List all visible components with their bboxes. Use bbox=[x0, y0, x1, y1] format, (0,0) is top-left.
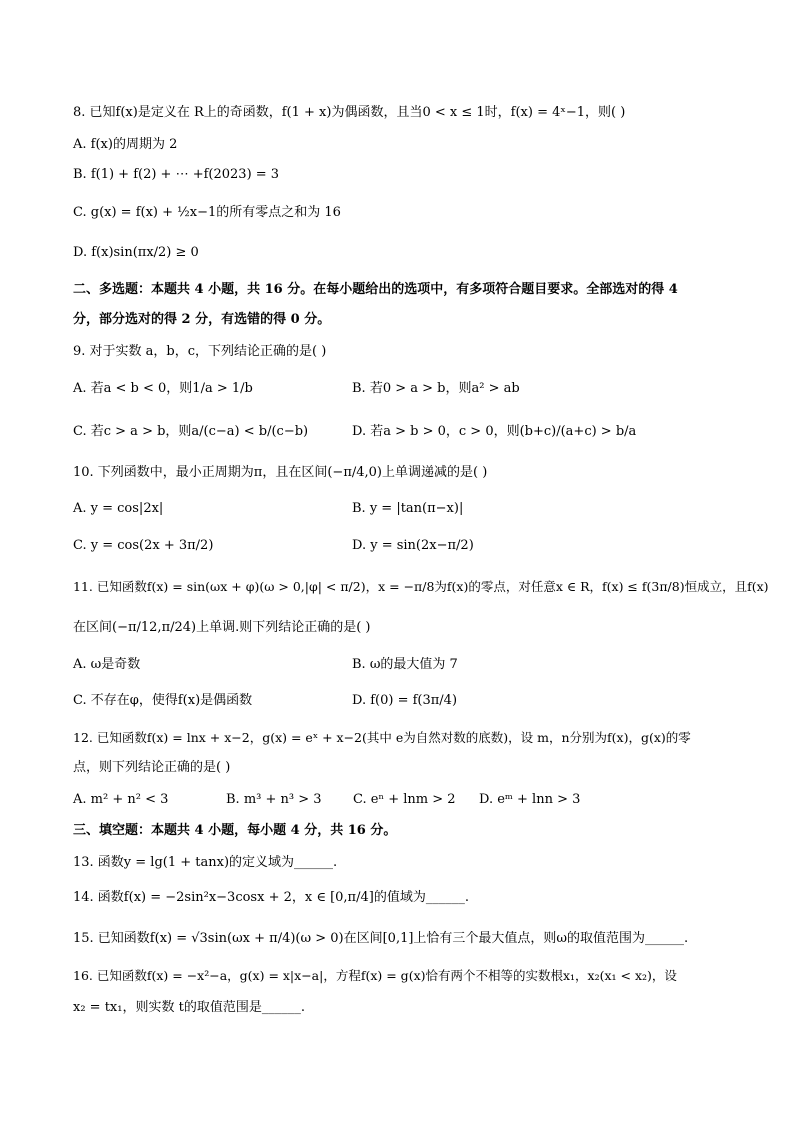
q10-option-d: D. y = sin(2x−π/2) bbox=[352, 538, 474, 553]
q12-option-d: D. eᵐ + lnn > 3 bbox=[479, 792, 581, 807]
q12-option-a: A. m² + n² < 3 bbox=[73, 792, 169, 807]
q12-stem-line2: 点，则下列结论正确的是( ) bbox=[73, 760, 231, 775]
q10-option-b: B. y = |tan(π−x)| bbox=[352, 501, 464, 516]
q8-option-c: C. g(x) = f(x) + ½x−1的所有零点之和为 16 bbox=[73, 205, 341, 220]
q9-option-a: A. 若a < b < 0，则1/a > 1/b bbox=[73, 381, 253, 396]
section3-heading: 三、填空题：本题共 4 小题，每小题 4 分，共 16 分。 bbox=[73, 823, 397, 838]
q9-option-d: D. 若a > b > 0，c > 0，则(b+c)/(a+c) > b/a bbox=[352, 424, 637, 439]
section2-heading-line1: 二、多选题：本题共 4 小题，共 16 分。在每小题给出的选项中，有多项符合题目要求。全部选对的得 4 bbox=[73, 282, 678, 297]
q11-option-d: D. f(0) = f(3π/4) bbox=[352, 693, 458, 708]
q16-stem-line1: 16. 已知函数f(x) = −x²−a，g(x) = x|x−a|，方程f(x) = g(x)恰有两个不相等的实数根x₁，x₂(x₁ < x₂)，设 bbox=[73, 968, 677, 983]
q16-stem-line2: x₂ = tx₁，则实数 t的取值范围是______. bbox=[73, 1000, 305, 1015]
section2-heading-line2: 分，部分选对的得 2 分，有选错的得 0 分。 bbox=[73, 312, 331, 327]
q12-option-c: C. eⁿ + lnm > 2 bbox=[353, 792, 456, 807]
q8-option-b: B. f(1) + f(2) + ⋯ +f(2023) = 3 bbox=[73, 167, 280, 182]
q11-option-b: B. ω的最大值为 7 bbox=[352, 657, 458, 672]
q12-stem-line1: 12. 已知函数f(x) = lnx + x−2，g(x) = eˣ + x−2(其中 e为自然对数的底数)，设 m，n分别为f(x)，g(x)的零 bbox=[73, 730, 691, 745]
q9-stem: 9. 对于实数 a，b，c，下列结论正确的是( ) bbox=[73, 344, 327, 359]
q11-stem-line1: 11. 已知函数f(x) = sin(ωx + φ)(ω > 0,|φ| < π/2)，x = −π/8为f(x)的零点，对任意x ∈ R，f(x) ≤ f(3π/8)恒成立，且f(x) bbox=[73, 579, 769, 594]
q8-stem: 8. 已知f(x)是定义在 R上的奇函数，f(1 + x)为偶函数，且当0 < x ≤ 1时，f(x) = 4ˣ−1，则( ) bbox=[73, 105, 626, 120]
q8-option-d: D. f(x)sin(πx/2) ≥ 0 bbox=[73, 245, 199, 260]
q13-stem: 13. 函数y = lg(1 + tanx)的定义域为______. bbox=[73, 855, 338, 870]
q9-option-c: C. 若c > a > b，则a/(c−a) < b/(c−b) bbox=[73, 424, 309, 439]
q11-option-a: A. ω是奇数 bbox=[73, 657, 141, 672]
q10-option-a: A. y = cos|2x| bbox=[73, 501, 164, 516]
q9-option-b: B. 若0 > a > b，则a² > ab bbox=[352, 381, 520, 396]
q11-option-c: C. 不存在φ，使得f(x)是偶函数 bbox=[73, 693, 253, 708]
q11-stem-line2: 在区间(−π/12,π/24)上单调.则下列结论正确的是( ) bbox=[73, 620, 371, 635]
q8-option-a: A. f(x)的周期为 2 bbox=[73, 137, 178, 152]
q12-option-b: B. m³ + n³ > 3 bbox=[226, 792, 322, 807]
q14-stem: 14. 函数f(x) = −2sin²x−3cosx + 2，x ∈ [0,π/4]的值域为______. bbox=[73, 890, 469, 905]
q10-stem: 10. 下列函数中，最小正周期为π，且在区间(−π/4,0)上单调递减的是( ) bbox=[73, 465, 488, 480]
q15-stem: 15. 已知函数f(x) = √3sin(ωx + π/4)(ω > 0)在区间[0,1]上恰有三个最大值点，则ω的取值范围为______. bbox=[73, 931, 689, 946]
q10-option-c: C. y = cos(2x + 3π/2) bbox=[73, 538, 214, 553]
